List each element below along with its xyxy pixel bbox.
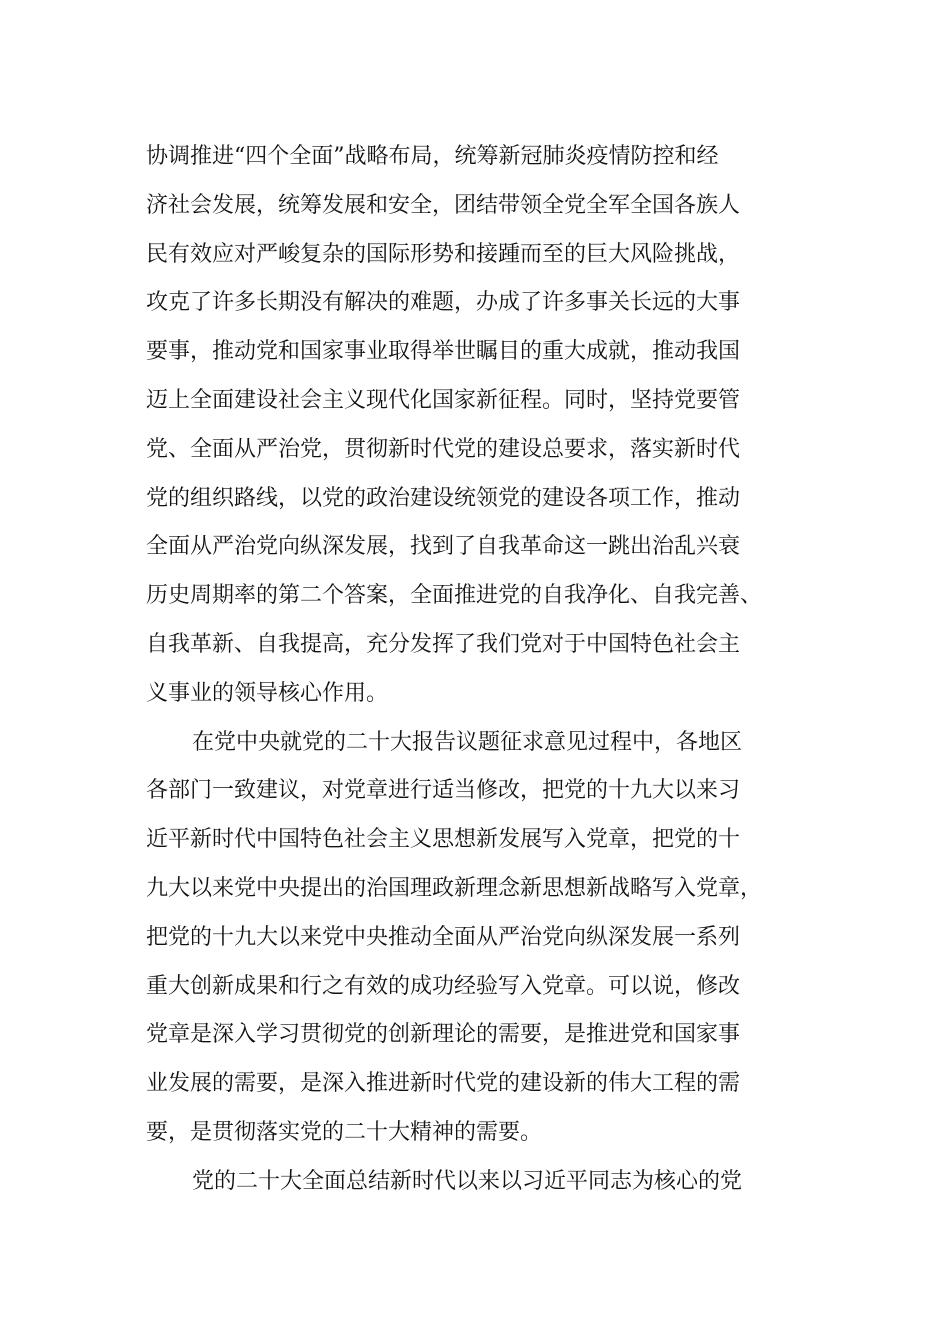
text-line: 全面从严治党向纵深发展，找到了自我革命这一跳出治乱兴衰 — [146, 534, 741, 560]
text-line: 重大创新成果和行之有效的成功经验写入党章。可以说，修改 — [146, 973, 741, 999]
text-line: 党的二十大全面总结新时代以来以习近平同志为核心的党 — [192, 1168, 743, 1194]
text-line: 党章是深入学习贯彻党的创新理论的需要，是推进党和国家事 — [146, 1022, 741, 1048]
text-line: 义事业的领导核心作用。 — [146, 680, 389, 706]
text-line: 民有效应对严峻复杂的国际形势和接踵而至的巨大风险挑战， — [146, 241, 741, 267]
text-line: 要，是贯彻落实党的二十大精神的需要。 — [146, 1119, 543, 1145]
text-line: 攻克了许多长期没有解决的难题，办成了许多事关长远的大事 — [146, 290, 741, 316]
text-line: 业发展的需要，是深入推进新时代党的建设新的伟大工程的需 — [146, 1071, 741, 1097]
text-line: 把党的十九大以来党中央推动全面从严治党向纵深发展一系列 — [146, 924, 741, 950]
text-line: 近平新时代中国特色社会主义思想新发展写入党章，把党的十 — [146, 827, 741, 853]
text-line: 要事，推动党和国家事业取得举世瞩目的重大成就，推动我国 — [146, 339, 741, 365]
text-line: 在党中央就党的二十大报告议题征求意见过程中，各地区 — [192, 729, 743, 755]
text-line: 济社会发展，统筹发展和安全，团结带领全党全军全国各族人 — [146, 192, 741, 218]
text-line: 九大以来党中央提出的治国理政新理念新思想新战略写入党章， — [146, 875, 763, 901]
text-line: 自我革新、自我提高，充分发挥了我们党对于中国特色社会主 — [146, 631, 741, 657]
text-line: 历史周期率的第二个答案，全面推进党的自我净化、自我完善、 — [146, 583, 763, 609]
text-line: 迈上全面建设社会主义现代化国家新征程。同时，坚持党要管 — [146, 387, 741, 413]
body-text — [146, 133, 836, 1207]
text-line: 党的组织路线，以党的政治建设统领党的建设各项工作，推动 — [146, 485, 741, 511]
text-line: 党、全面从严治党，贯彻新时代党的建设总要求，落实新时代 — [146, 436, 741, 462]
text-line: 各部门一致建议，对党章进行适当修改，把党的十九大以来习 — [146, 778, 741, 804]
text-line: 协调推进“四个全面”战略布局，统筹新冠肺炎疫情防控和经 — [146, 144, 719, 169]
